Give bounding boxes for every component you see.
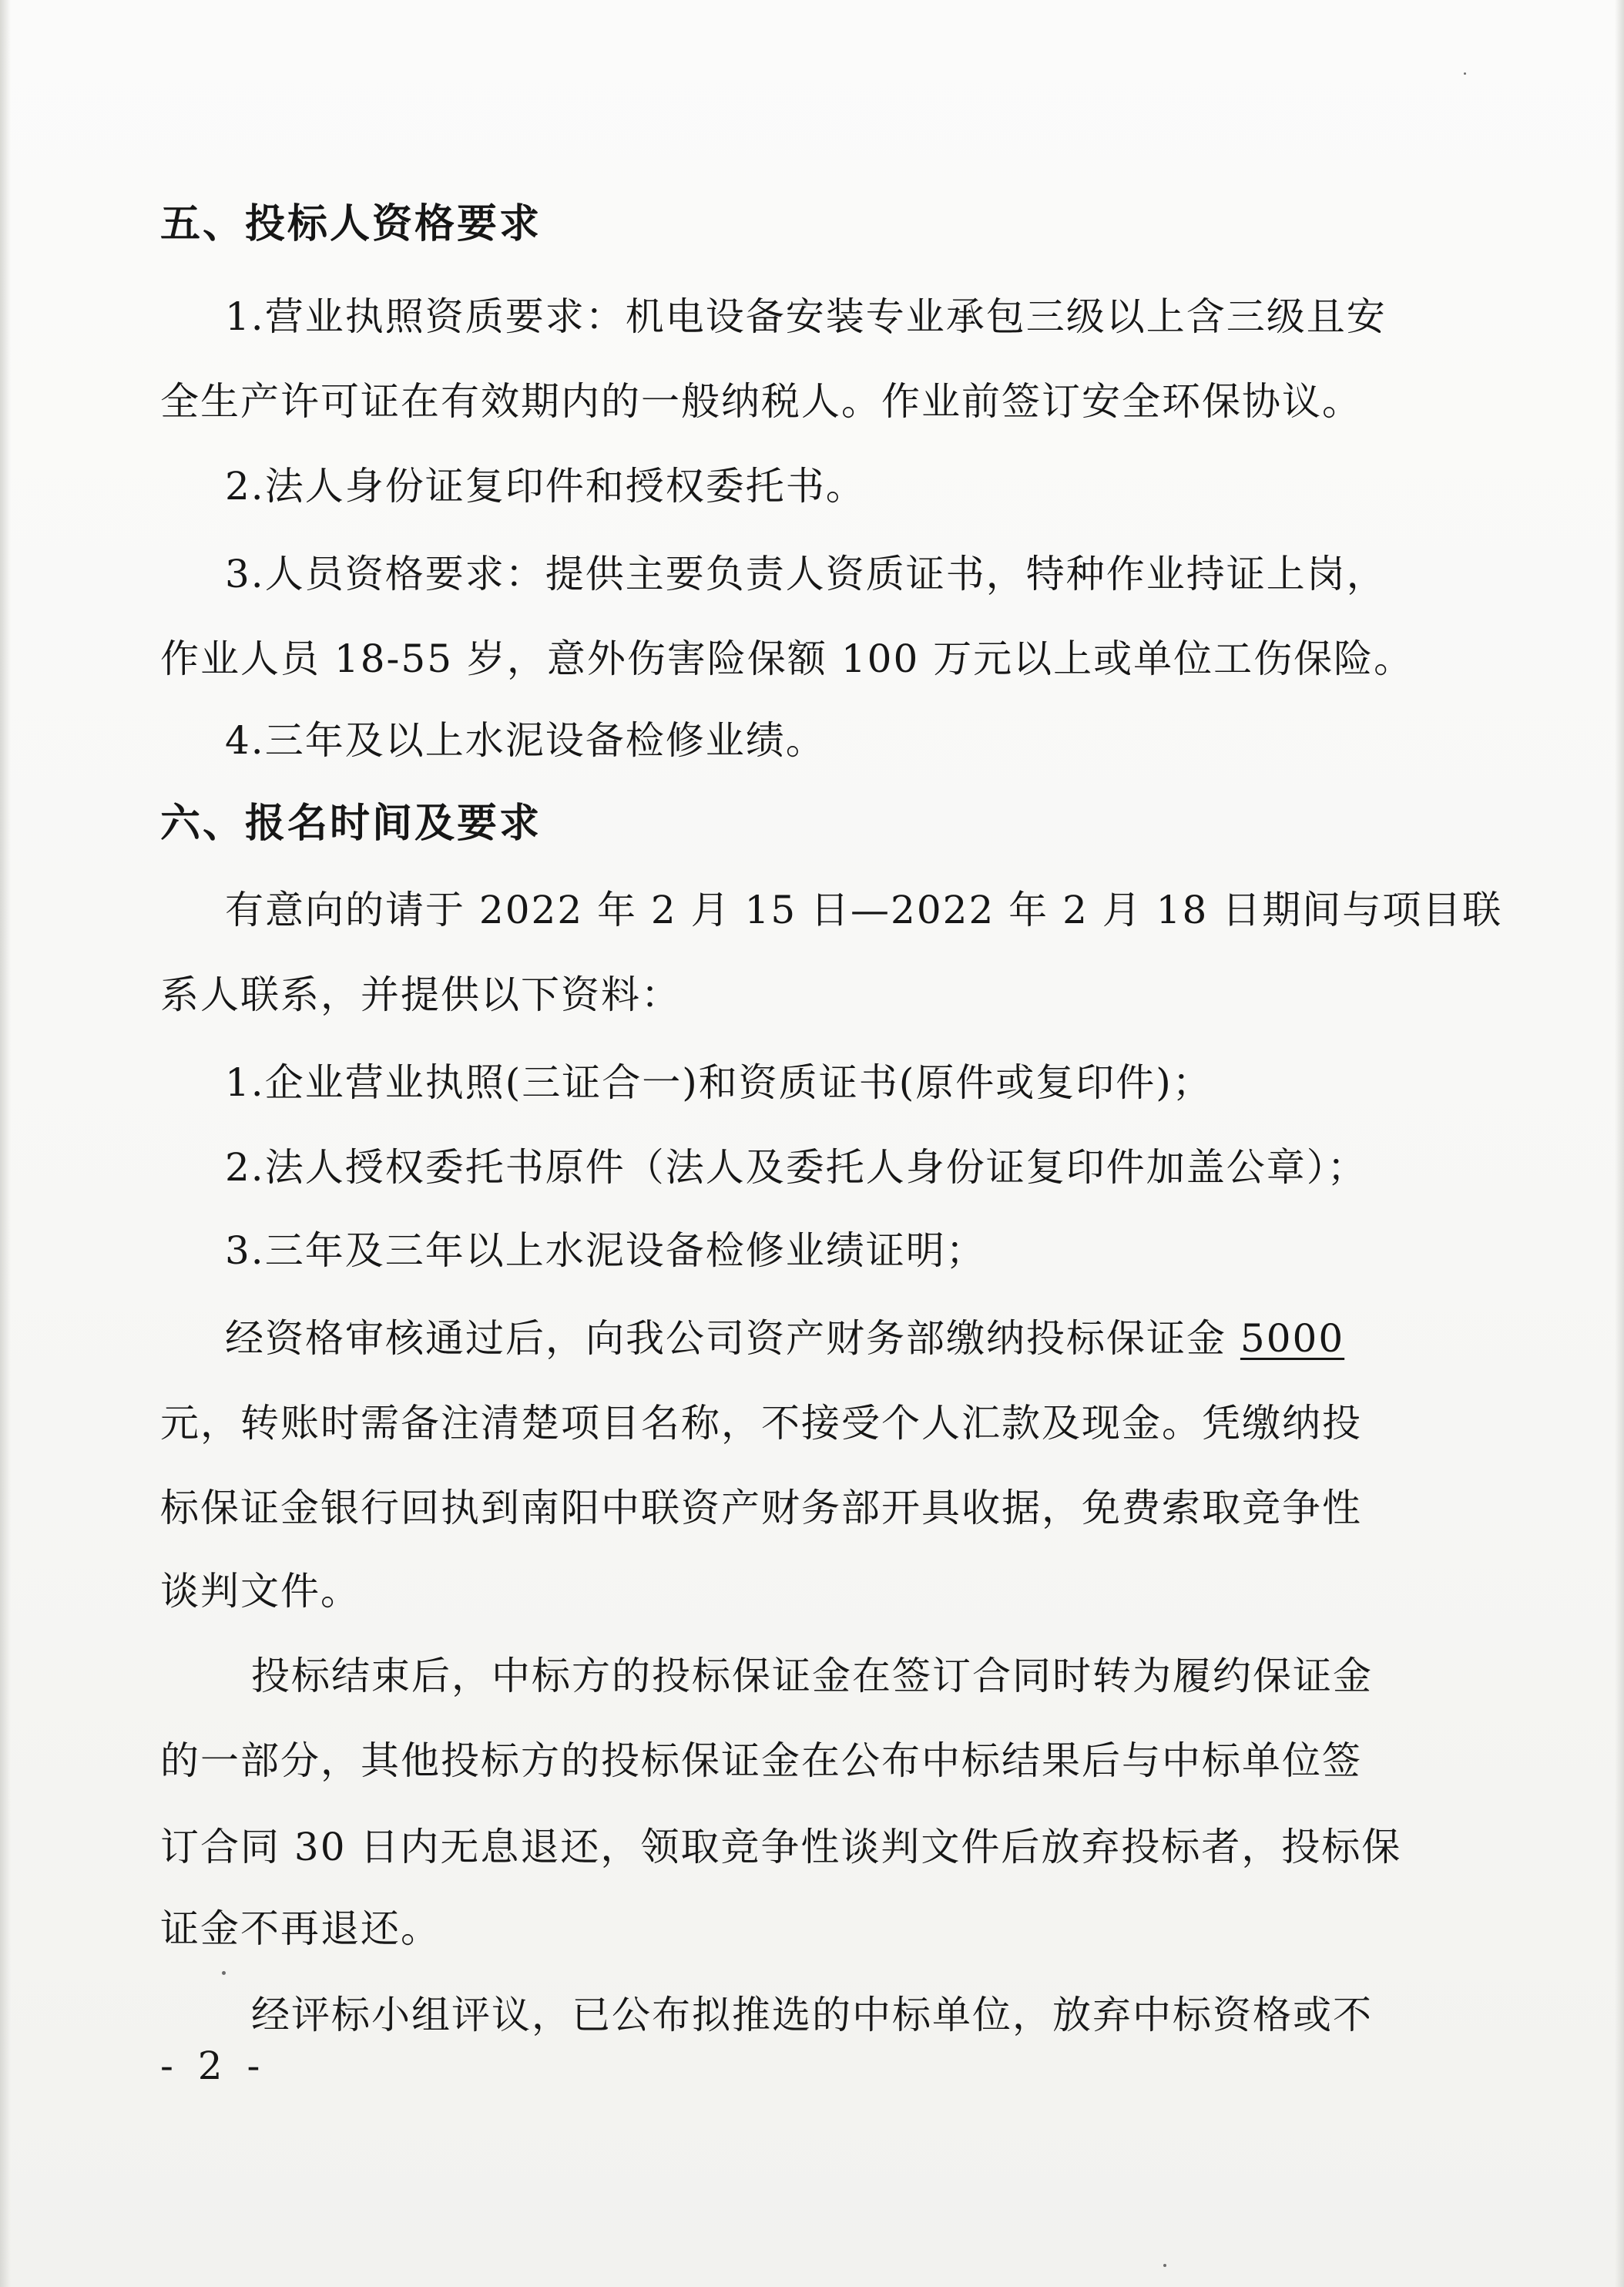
refund-line-1: 投标结束后，中标方的投标保证金在签订合同时转为履约保证金 — [251, 1654, 1373, 1698]
material-item-1: 1.企业营业执照(三证合一)和资质证书(原件或复印件)； — [225, 1060, 1213, 1105]
qualification-line-5: 作业人员 18-55 岁，意外伤害险保额 100 万元以上或单位工伤保险。 — [160, 636, 1414, 681]
scan-speck — [1464, 72, 1466, 75]
qualification-line-1: 1.营业执照资质要求：机电设备安装专业承包三级以上含三级且安 — [225, 294, 1387, 339]
qualification-line-4: 3.人员资格要求：提供主要负责人资质证书，特种作业持证上岗， — [225, 552, 1387, 596]
deposit-amount: 5000 — [1240, 1316, 1345, 1361]
scan-edge-left — [0, 0, 11, 2287]
refund-line-2: 的一部分，其他投标方的投标保证金在公布中标结果后与中标单位签 — [160, 1738, 1362, 1783]
deposit-line-3: 标保证金银行回执到南阳中联资产财务部开具收据，免费索取竞争性 — [160, 1486, 1362, 1530]
deposit-line-4: 谈判文件。 — [160, 1569, 361, 1614]
qualification-line-6: 4.三年及以上水泥设备检修业绩。 — [225, 718, 826, 763]
material-item-2: 2.法人授权委托书原件（法人及委托人身份证复印件加盖公章）； — [225, 1145, 1367, 1190]
scan-speck — [1163, 2264, 1166, 2267]
qualification-line-2: 全生产许可证在有效期内的一般纳税人。作业前签订安全环保协议。 — [160, 379, 1362, 424]
scan-speck — [222, 1971, 226, 1975]
registration-line-1: 有意向的请于 2022 年 2 月 15 日—2022 年 2 月 18 日期间与项目联 — [225, 888, 1503, 932]
section-6-heading: 六、报名时间及要求 — [160, 801, 542, 847]
material-item-3: 3.三年及三年以上水泥设备检修业绩证明； — [225, 1228, 986, 1273]
scan-edge-right — [1615, 0, 1624, 2287]
page-number: - 2 - — [160, 2044, 267, 2088]
refund-line-4: 证金不再退还。 — [160, 1906, 441, 1951]
registration-line-2: 系人联系，并提供以下资料： — [160, 972, 681, 1017]
refund-line-3: 订合同 30 日内无息退还，领取竞争性谈判文件后放弃投标者，投标保 — [160, 1825, 1402, 1869]
section-5-heading: 五、投标人资格要求 — [160, 201, 542, 247]
deposit-line-2: 元，转账时需备注清楚项目名称，不接受个人汇款及现金。凭缴纳投 — [160, 1401, 1362, 1446]
deposit-line-1 — [225, 1313, 1344, 1364]
deposit-line-1-text: 经资格审核通过后，向我公司资产财务部缴纳投标保证金 — [225, 1316, 1240, 1361]
review-line-1: 经评标小组评议，已公布拟推选的中标单位，放弃中标资格或不 — [251, 1993, 1373, 2037]
qualification-line-3: 2.法人身份证复印件和授权委托书。 — [225, 464, 866, 509]
